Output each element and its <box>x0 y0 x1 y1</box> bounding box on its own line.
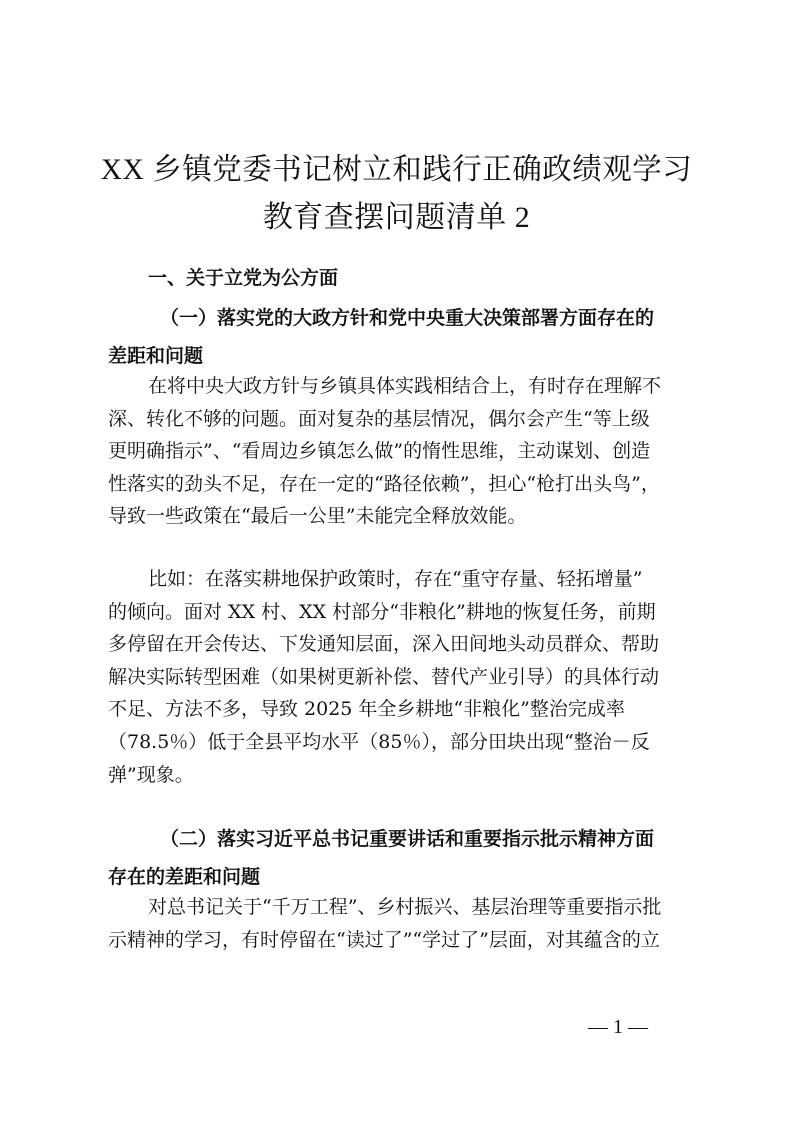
paragraph-line: 在将中央大政方针与乡镇具体实践相结合上，有时存在理解不 <box>148 375 662 397</box>
paragraph-line: 比如：在落实耕地保护政策时，存在“重守存量、轻拓增量” <box>148 568 643 590</box>
subsection-2-paragraph-1 <box>108 891 692 956</box>
subsection-1-paragraph-1 <box>108 370 692 533</box>
paragraph-line: 更明确指示”、“看周边乡镇怎么做”的惰性思维，主动谋划、创造 <box>108 440 651 463</box>
paragraph-line: 性落实的劲头不足，存在一定的“路径依赖”，担心“枪打出头鸟”， <box>108 472 660 495</box>
paragraph-line: （78.5％）低于全县平均水平（85％），部分田块出现“整治－反 <box>108 730 650 753</box>
subsection-2-heading-line-1: （二）落实习近平总书记重要讲话和重要指示批示精神方面 <box>160 828 655 850</box>
subsection-1-heading-line-1: （一）落实党的大政方针和党中央重大决策部署方面存在的 <box>160 307 655 329</box>
page-number: — 1 — <box>588 1016 648 1038</box>
subsection-1-heading <box>108 299 692 375</box>
paragraph-line: 弹”现象。 <box>108 763 194 786</box>
paragraph-line: 深、转化不够的问题。面对复杂的基层情况，偶尔会产生“等上级 <box>108 407 650 430</box>
paragraph-line: 解决实际转型困难（如果树更新补偿、替代产业引导）的具体行动 <box>108 665 660 688</box>
subsection-1-heading-line-2: 差距和问题 <box>108 345 204 367</box>
paragraph-line: 不足、方法不多，导致 2025 年全乡耕地“非粮化”整治完成率 <box>108 698 625 721</box>
paragraph-line: 的倾向。面对 XX 村、XX 村部分“非粮化”耕地的恢复任务，前期 <box>108 600 656 623</box>
title-line-2: 教育查摆问题清单 2 <box>262 201 531 234</box>
paragraph-line: 对总书记关于“千万工程”、乡村振兴、基层治理等重要指示批 <box>148 896 662 918</box>
subsection-2-heading-line-2: 存在的差距和问题 <box>108 866 261 888</box>
section-1-heading: 一、关于立党为公方面 <box>148 267 339 289</box>
paragraph-line: 导致一些政策在“最后一公里”未能完全释放效能。 <box>108 505 527 528</box>
title-line-1: XX 乡镇党委书记树立和践行正确政绩观学习 <box>100 154 693 186</box>
document-title <box>100 147 693 241</box>
subsection-1-paragraph-2 <box>108 563 692 791</box>
paragraph-line: 示精神的学习，有时停留在“读过了”“学过了”层面，对其蕴含的立 <box>108 928 660 951</box>
paragraph-line: 多停留在开会传达、下发通知层面，深入田间地头动员群众、帮助 <box>108 633 660 656</box>
subsection-2-heading <box>108 820 692 896</box>
